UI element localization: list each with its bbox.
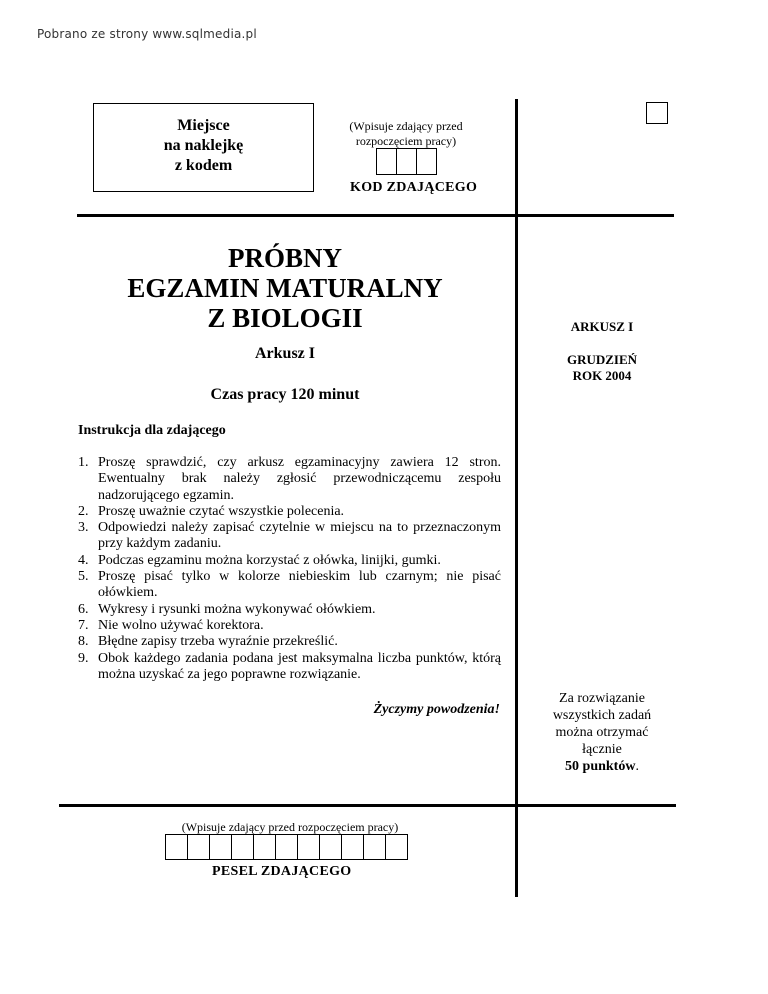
download-source-note: Pobrano ze strony www.sqlmedia.pl <box>37 27 257 41</box>
pesel-cell[interactable] <box>297 834 320 860</box>
pesel-label: PESEL ZDAJĄCEGO <box>212 864 352 879</box>
pesel-cell[interactable] <box>319 834 342 860</box>
sticker-text <box>94 116 313 176</box>
list-item: 2. Proszę uważnie czytać wszystkie polecenia. <box>78 503 345 519</box>
exam-year: ROK 2004 <box>572 368 632 383</box>
pesel-cells <box>165 834 408 860</box>
sticker-line-1: Miejsce <box>177 117 230 134</box>
list-item: 1. Proszę sprawdzić, czy arkusz egzaminacyjny zawiera 12 stron. Ewentualny brak należy zgłosić przewodniczącemu zespołu nadzorującego egzamin. <box>78 455 501 503</box>
list-item: 6. Wykresy i rysunki można wykonywać ołówkiem. <box>78 601 376 617</box>
instructions-heading: Instrukcja dla zdającego <box>78 423 226 438</box>
sticker-line-2: na naklejkę <box>163 137 244 154</box>
pesel-note: (Wpisuje zdający przed rozpoczęciem pracy) <box>181 820 399 834</box>
vertical-divider <box>515 99 518 897</box>
bottom-divider <box>59 804 676 807</box>
instructions-list <box>78 455 501 683</box>
list-item: 3. Odpowiedzi należy zapisać czytelnie w miejscu na to przeznaczonym przy każdym zadaniu. <box>78 520 501 552</box>
exam-title <box>100 243 470 333</box>
pesel-cell[interactable] <box>253 834 276 860</box>
code-note-line-2: rozpoczęciem pracy) <box>355 134 457 148</box>
pesel-cell[interactable] <box>165 834 188 860</box>
right-sheet-label: ARKUSZ I <box>570 319 634 334</box>
max-points-note: Za rozwiązanie wszystkich zadań można otrzymać łącznie 50 punktów. <box>552 691 652 774</box>
max-points-value: 50 punktów <box>565 759 636 774</box>
exam-date <box>527 352 677 384</box>
list-item: 9. Obok każdego zadania podana jest maksymalna liczba punktów, którą można uzyskać za jego poprawne rozwiązanie. <box>78 650 501 682</box>
code-note-line-1: (Wpisuje zdający przed <box>349 119 463 133</box>
code-cell[interactable] <box>396 148 417 175</box>
pesel-cell[interactable] <box>341 834 364 860</box>
list-item: 8. Błędne zapisy trzeba wyraźnie przekreślić. <box>78 634 338 650</box>
pesel-cell[interactable] <box>187 834 210 860</box>
title-line-1: PRÓBNY <box>228 243 342 273</box>
pesel-cell[interactable] <box>275 834 298 860</box>
sheet-name: Arkusz I <box>254 345 315 362</box>
sticker-placeholder-box <box>93 103 314 192</box>
code-cell[interactable] <box>416 148 437 175</box>
pesel-cell[interactable] <box>385 834 408 860</box>
top-divider <box>77 214 674 217</box>
list-item: 4. Podczas egzaminu można korzystać z ołówka, linijki, gumki. <box>78 552 441 568</box>
candidate-code-cells <box>376 148 437 175</box>
candidate-code-label: KOD ZDAJĄCEGO <box>350 180 478 195</box>
time-limit: Czas pracy 120 minut <box>210 386 360 403</box>
list-item: 5. Proszę pisać tylko w kolorze niebieskim lub czarnym; nie pisać ołówkiem. <box>78 569 501 601</box>
list-item: 7. Nie wolno używać korektora. <box>78 617 264 633</box>
sticker-line-3: z kodem <box>174 157 233 174</box>
pesel-cell[interactable] <box>209 834 232 860</box>
code-note <box>336 119 476 149</box>
good-luck-wish: Życzymy powodzenia! <box>373 702 500 717</box>
code-cell[interactable] <box>376 148 397 175</box>
title-line-2: EGZAMIN MATURALNY <box>127 273 443 303</box>
exam-month: GRUDZIEŃ <box>566 352 638 367</box>
corner-checkbox[interactable] <box>646 102 668 124</box>
pesel-cell[interactable] <box>231 834 254 860</box>
pesel-cell[interactable] <box>363 834 386 860</box>
title-line-3: Z BIOLOGII <box>207 303 363 333</box>
